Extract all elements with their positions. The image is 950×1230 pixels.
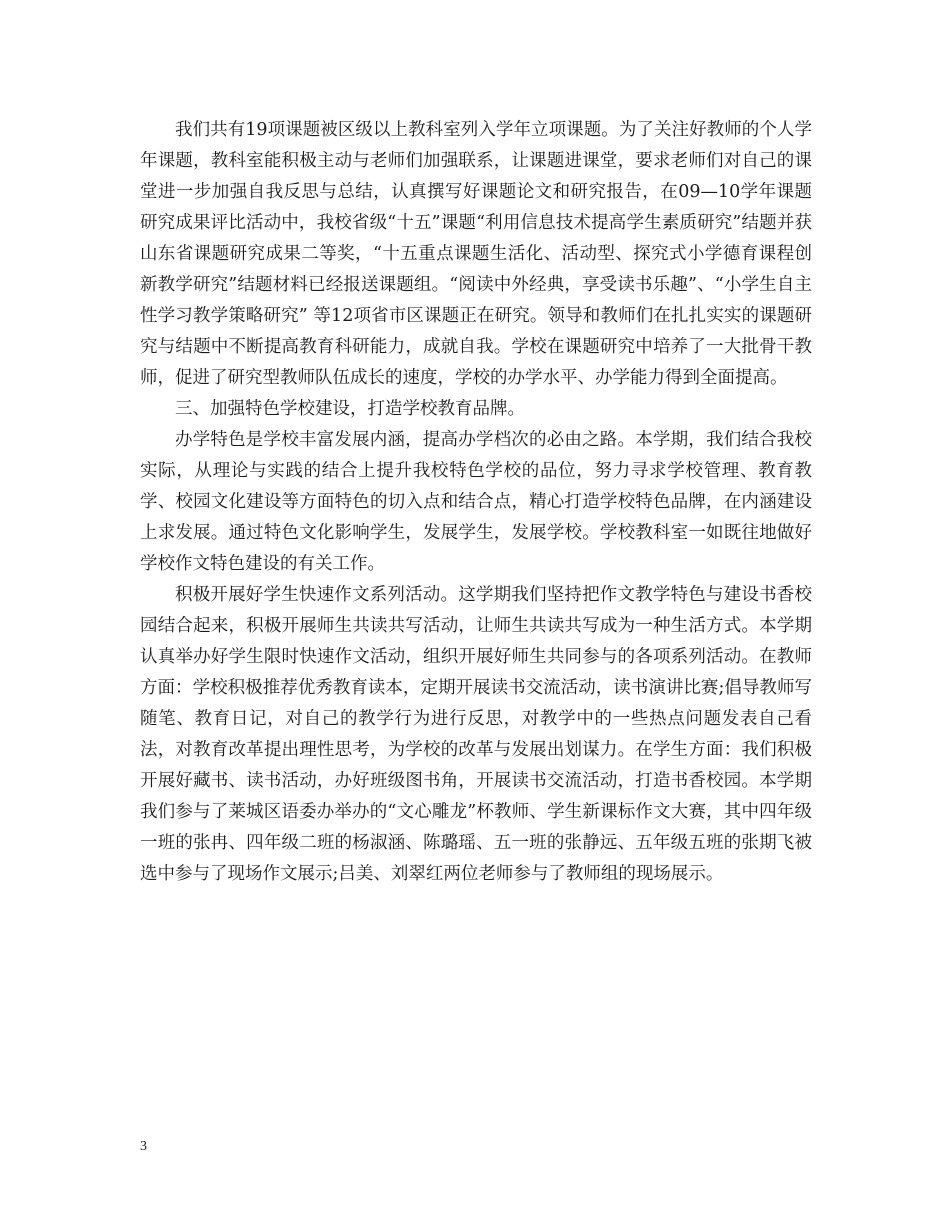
paragraph-research-projects: 我们共有19项课题被区级以上教科室列入学年立项课题。为了关注好教师的个人学年课题，教科室能积极主动与老师们加强联系，让课题进课堂，要求老师们对自己的课堂进一步加强自我反思与总结，认真撰写好课题论文和研究报告，在09—10学年课题研究成果评比活动中，我校省级“十五”课题“利用信息技术提高学生素质研究”结题并获山东省课题研究成果二等奖，“十五重点课题生活化、活动型、探究式小学德育课程创新教学研究”结题材料已经报送课题组。“阅读中外经典，享受读书乐趣”、“小学生自主性学习教学策略研究” 等12项省市区课题正在研究。领导和教师们在扎扎实实的课题研究与结题中不断提高教育科研能力，成就自我。学校在课题研究中培养了一大批骨干教师，促进了研究型教师队伍成长的速度，学校的办学水平、办学能力得到全面提高。 <box>140 120 812 388</box>
section-heading-featured-school: 三、加强特色学校建设，打造学校教育品牌。 <box>175 399 525 419</box>
paragraph-school-features: 办学特色是学校丰富发展内涵，提高办学档次的必由之路。本学期，我们结合我校实际，从理论与实践的结合上提升我校特色学校的品位，努力寻求学校管理、教育教学、校园文化建设等方面特色的切入点和结合点，精心打造学校特色品牌，在内涵建设上求发展。通过特色文化影响学生，发展学生，发展学校。学校教科室一如既往地做好学校作文特色建设的有关工作。 <box>140 430 812 574</box>
paragraph-writing-activities: 积极开展好学生快速作文系列活动。这学期我们坚持把作文教学特色与建设书香校园结合起来，积极开展师生共读共写活动，让师生共读共写成为一种生活方式。本学期认真举办好学生限时快速作文活动，组织开展好师生共同参与的各项系列活动。在教师方面：学校积极推荐优秀教育读本，定期开展读书交流活动，读书演讲比赛;倡导教师写随笔、教育日记，对自己的教学行为进行反思，对教学中的一些热点问题发表自己看法，对教育改革提出理性思考，为学校的改革与发展出划谋力。在学生方面：我们积极开展好藏书、读书活动，办好班级图书角，开展读书交流活动，打造书香校园。本学期我们参与了莱城区语委办举办的“文心雕龙”杯教师、学生新课标作文大赛，其中四年级一班的张冉、四年级二班的杨淑涵、陈璐瑶、五一班的张静远、五年级五班的张期飞被选中参与了现场作文展示;吕美、刘翠红两位老师参与了教师组的现场展示。 <box>140 585 812 884</box>
page-number: 3 <box>140 1139 147 1154</box>
body-text <box>140 115 812 890</box>
